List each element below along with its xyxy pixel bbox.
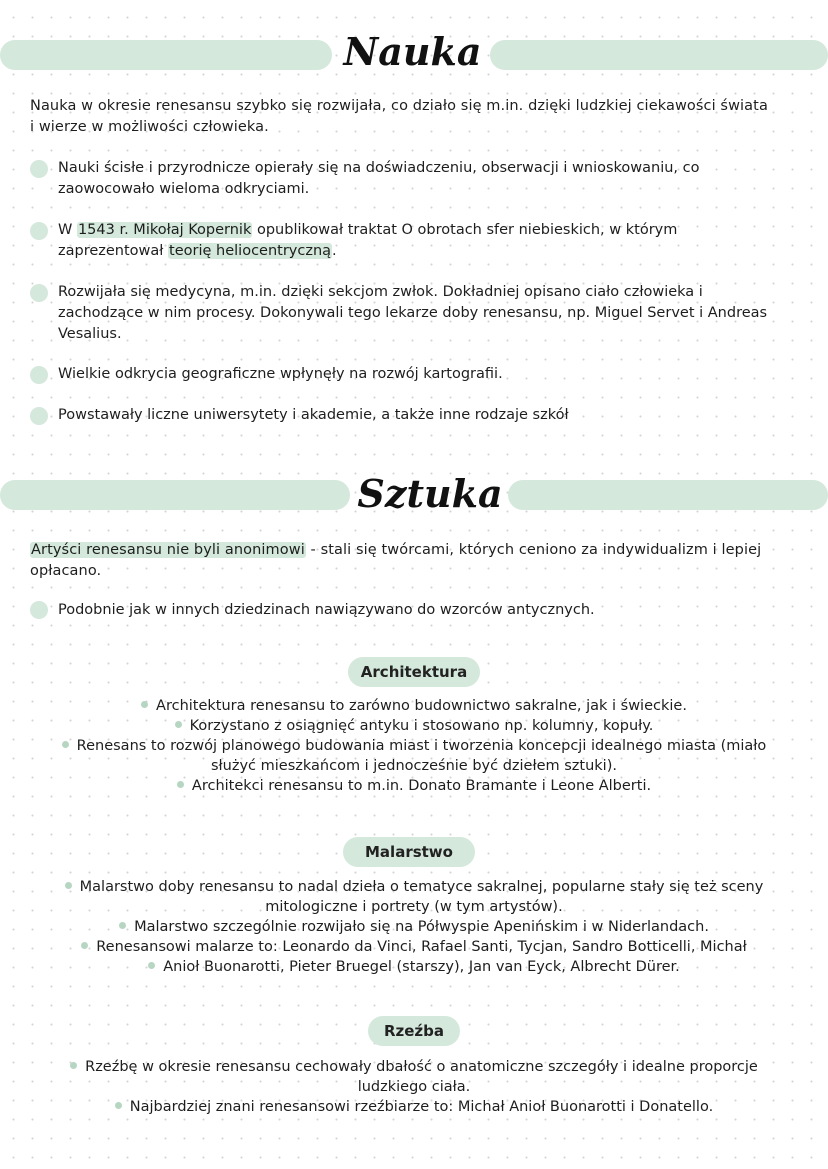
- rzezba-line-3: [20, 1097, 808, 1117]
- rzezba-heading: Rzeźba: [368, 1016, 460, 1046]
- rzezba-line-2: [20, 1077, 808, 1097]
- bullet-dot: [30, 222, 48, 240]
- rzezba-text: [20, 1057, 808, 1117]
- architektura-heading: Architektura: [348, 657, 480, 687]
- bullet-dot: [81, 942, 88, 949]
- line-text: Renesansowi malarze to: Leonardo da Vinci, Rafael Santi, Tycjan, Sandro Botticelli, Michał: [96, 939, 747, 955]
- line-text: Architektura renesansu to zarówno budownictwo sakralne, jak i świeckie.: [156, 698, 687, 714]
- bullet-dot: [65, 882, 72, 889]
- nauka-intro: Nauka w okresie renesansu szybko się rozwijała, co działo się m.in. dzięki ludzkiej ciekawości świata i wierze w możliwości człowieka.: [30, 98, 768, 135]
- architektura-line-2: [20, 716, 808, 736]
- malarstwo-line-4: [20, 937, 808, 957]
- nauka-title: Nauka: [343, 29, 482, 74]
- bullet-dot: [115, 1102, 122, 1109]
- architektura-line-5: [20, 776, 808, 796]
- heliocentric-highlight: teorię heliocentryczną: [169, 243, 332, 259]
- sztuka-banner-right: [508, 480, 828, 510]
- architektura-line-4: [20, 756, 808, 776]
- sztuka-intro-rest: - stali się twórcami, których ceniono za indywidualizm i lepiej opłacano.: [30, 542, 762, 579]
- line-text: Malarstwo szczególnie rozwijało się na Półwyspie Apenińskim i w Niderlandach.: [134, 919, 709, 935]
- architektura-line-1: [20, 696, 808, 716]
- kopernik-post: .: [332, 243, 337, 259]
- architektura-line-3: [20, 736, 808, 756]
- bullet-text: Rozwijała się medycyna, m.in. dzięki sekcjom zwłok. Dokładniej opisano ciało człowieka i zachodzące w nim procesy. Dokonywali tego lekarze doby renesansu, np. Miguel Servet i Andreas Vesalius.: [58, 284, 768, 342]
- bullet-text: Wielkie odkrycia geograficzne wpłynęły na rozwój kartografii.: [58, 366, 503, 382]
- nauka-banner-left: [0, 40, 332, 70]
- nauka-bullet-3: [30, 282, 770, 346]
- bullet-dot: [175, 721, 182, 728]
- kopernik-mid: opublikował traktat O obrotach sfer niebieskich, w którym zaprezentował: [58, 222, 678, 259]
- bullet-dot: [30, 601, 48, 619]
- malarstwo-heading: Malarstwo: [343, 837, 475, 867]
- line-text: ludzkiego ciała.: [357, 1079, 471, 1095]
- bullet-dot: [30, 407, 48, 425]
- sztuka-title: Sztuka: [357, 471, 503, 516]
- line-text: Renesans to rozwój planowego budowania miast i tworzenia koncepcji idealnego miasta (miało: [76, 738, 767, 754]
- nauka-bullet-5: [30, 405, 770, 427]
- line-text: Rzeźbę w okresie renesansu cechowały dbałość o anatomiczne szczegóły i idealne proporcje: [85, 1059, 758, 1075]
- line-text: Anioł Buonarotti, Pieter Bruegel (starszy), Jan van Eyck, Albrecht Dürer.: [163, 959, 680, 975]
- line-text: mitologiczne i portrety (w tym artystów).: [265, 899, 563, 915]
- bullet-dot: [177, 781, 184, 788]
- line-text: Najbardziej znani renesansowi rzeźbiarze to: Michał Anioł Buonarotti i Donatello.: [129, 1099, 714, 1115]
- bullet-dot: [141, 701, 148, 708]
- malarstwo-text: [20, 877, 808, 977]
- line-text: Korzystano z osiągnięć antyku i stosowano np. kolumny, kopuły.: [189, 718, 654, 734]
- bullet-text: Nauki ścisłe i przyrodnicze opierały się na doświadczeniu, obserwacji i wnioskowaniu, co zaowocowało wieloma odkryciami.: [58, 160, 700, 197]
- rzezba-line-1: [20, 1057, 808, 1077]
- sztuka-banner-left: [0, 480, 350, 510]
- malarstwo-line-5: [20, 957, 808, 977]
- sztuka-bullet-1: [30, 600, 770, 622]
- nauka-bullet-4: [30, 364, 770, 386]
- line-text: służyć mieszkańcom i jednocześnie być dziełem sztuki).: [211, 758, 617, 774]
- nauka-banner-right: [490, 40, 828, 70]
- bullet-dot: [30, 284, 48, 302]
- malarstwo-line-3: [20, 917, 808, 937]
- line-text: Architekci renesansu to m.in. Donato Bramante i Leone Alberti.: [191, 778, 652, 794]
- malarstwo-line-1: [20, 877, 808, 897]
- bullet-dot: [70, 1062, 77, 1069]
- architektura-text: [20, 696, 808, 796]
- nauka-bullet-1: [30, 158, 770, 202]
- bullet-dot: [148, 962, 155, 969]
- bullet-dot: [62, 741, 69, 748]
- malarstwo-line-2: [20, 897, 808, 917]
- bullet-dot: [30, 160, 48, 178]
- nauka-bullet-2: [30, 220, 770, 264]
- sztuka-intro: [30, 540, 775, 582]
- kopernik-pre: W: [58, 222, 77, 238]
- bullet-text: Powstawały liczne uniwersytety i akademie, a także inne rodzaje szkół: [58, 407, 569, 423]
- kopernik-highlight: 1543 r. Mikołaj Kopernik: [77, 222, 252, 238]
- bullet-text: Podobnie jak w innych dziedzinach nawiązywano do wzorców antycznych.: [58, 602, 595, 618]
- bullet-dot: [119, 922, 126, 929]
- bullet-dot: [30, 366, 48, 384]
- bullet-text: [58, 220, 778, 262]
- line-text: Malarstwo doby renesansu to nadal dzieła o tematyce sakralnej, popularne stały się też sceny: [79, 879, 764, 895]
- artists-highlight: Artyści renesansu nie byli anonimowi: [31, 542, 305, 558]
